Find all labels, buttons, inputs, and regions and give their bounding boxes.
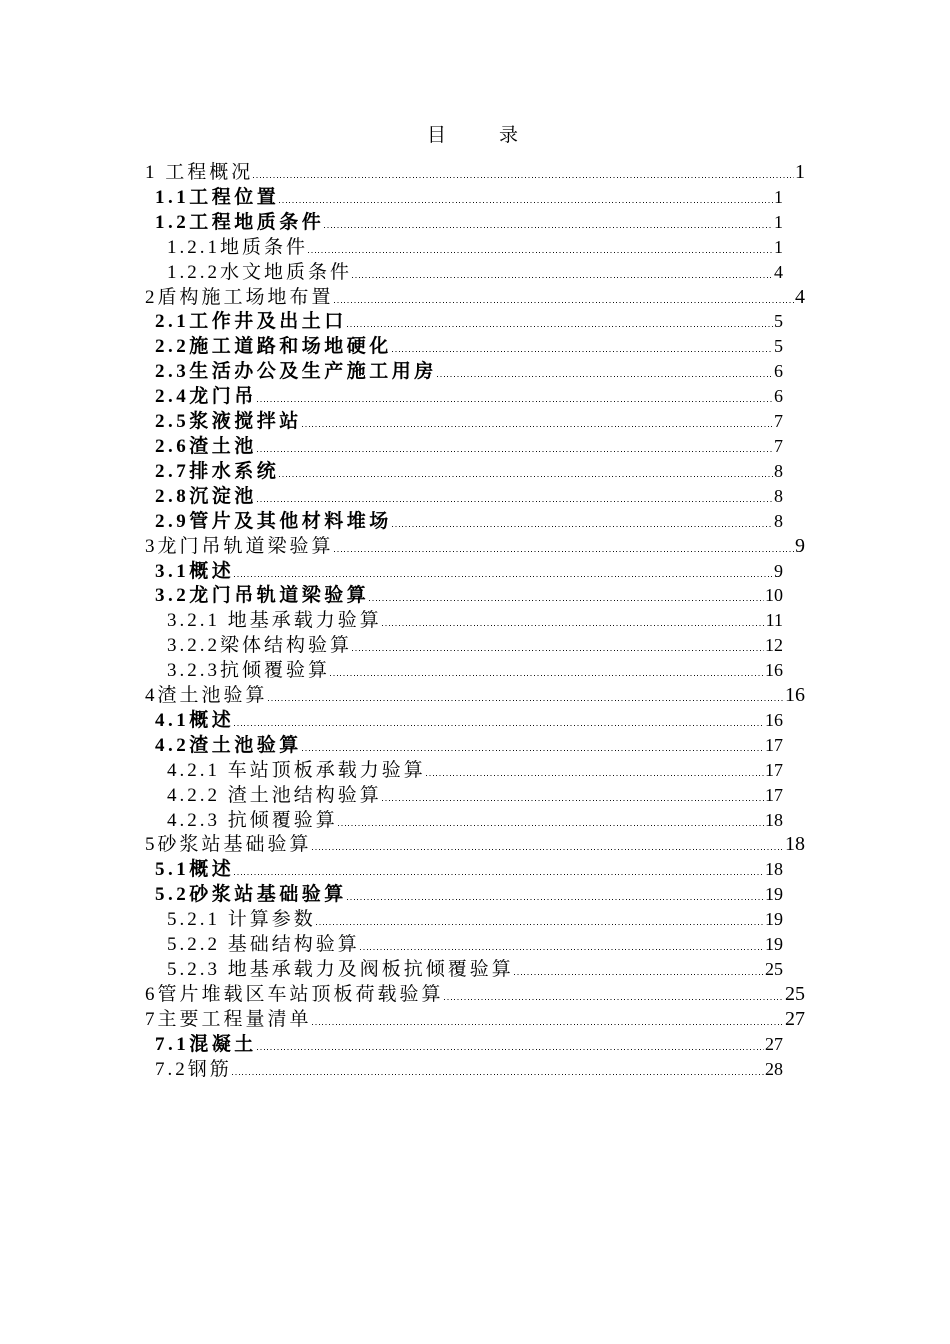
dot-leader [279, 476, 773, 477]
toc-entry-7 [0, 1007, 950, 1032]
toc-entry-2-9 [0, 509, 950, 534]
dot-leader [392, 526, 773, 527]
toc-entry-title: 2.5浆液搅拌站 [155, 411, 302, 433]
dot-leader [444, 999, 784, 1000]
dot-leader [302, 750, 764, 751]
dot-leader [334, 551, 794, 552]
toc-entry-4-2-3 [0, 808, 950, 833]
dot-leader [232, 1074, 764, 1075]
toc-entry-title: 4.2.1 车站顶板承载力验算 [167, 759, 426, 781]
toc-entry-title: 1.2.2水文地质条件 [167, 261, 353, 283]
dot-leader [257, 401, 773, 402]
toc-entry-page: 18 [765, 809, 783, 830]
toc-entry-2-8 [0, 484, 950, 509]
toc-entry-page: 8 [774, 485, 783, 506]
toc-entry-page: 17 [765, 759, 783, 780]
toc-entry-title: 3.2.3抗倾覆验算 [167, 660, 331, 682]
toc-entry-1 [0, 160, 950, 185]
toc-entry-7-2 [0, 1057, 950, 1082]
toc-entry-2-1 [0, 309, 950, 334]
dot-leader [347, 899, 764, 900]
toc-entry-5-2-2 [0, 932, 950, 957]
toc-entry-title: 5砂浆站基础验算 [145, 834, 312, 856]
toc-entry-2 [0, 285, 950, 310]
dot-leader [352, 277, 773, 278]
toc-entry-6 [0, 982, 950, 1007]
dot-leader [369, 600, 764, 601]
toc-entry-title: 4渣土池验算 [145, 685, 268, 707]
toc-entry-page: 1 [774, 186, 783, 207]
dot-leader [382, 800, 764, 801]
toc-entry-title: 6管片堆载区车站顶板荷载验算 [145, 983, 444, 1005]
toc-entry-page: 10 [765, 585, 783, 606]
dot-leader [426, 775, 764, 776]
toc-entry-4-1 [0, 708, 950, 733]
toc-entry-page: 5 [774, 311, 783, 332]
toc-entry-2-3 [0, 359, 950, 384]
toc-entry-title: 3.1概述 [155, 560, 235, 582]
toc-entry-page: 18 [765, 859, 783, 880]
toc-entry-2-6 [0, 434, 950, 459]
toc-entry-page: 17 [765, 784, 783, 805]
toc-entry-page: 6 [774, 361, 783, 382]
toc-entry-title: 1.2工程地质条件 [155, 211, 325, 233]
toc-entry-title: 7主要工程量清单 [145, 1008, 312, 1030]
toc-entry-title: 3龙门吊轨道梁验算 [145, 535, 334, 557]
toc-entry-title: 5.2砂浆站基础验算 [155, 884, 347, 906]
toc-entry-4-2 [0, 733, 950, 758]
toc-entry-page: 19 [765, 909, 783, 930]
dot-leader [352, 650, 764, 651]
toc-entry-page: 9 [795, 534, 805, 557]
dot-leader [257, 1049, 764, 1050]
toc-entry-title: 7.1混凝土 [155, 1033, 257, 1055]
toc-entry-1-2 [0, 210, 950, 235]
toc-entry-3-1 [0, 559, 950, 584]
toc-entry-3-2 [0, 583, 950, 608]
toc-entry-3-2-1 [0, 608, 950, 633]
toc-entry-title: 4.1概述 [155, 709, 235, 731]
toc-entry-page: 7 [774, 435, 783, 456]
dot-leader [360, 949, 764, 950]
dot-leader [308, 252, 773, 253]
toc-entry-title: 5.1概述 [155, 859, 235, 881]
toc-entry-page: 18 [785, 833, 805, 856]
toc-entry-title: 3.2.1 地基承载力验算 [167, 610, 382, 632]
toc-entry-page: 1 [774, 211, 783, 232]
dot-leader [268, 700, 784, 701]
dot-leader [334, 302, 794, 303]
toc-entry-7-1 [0, 1032, 950, 1057]
toc-entry-title: 1.2.1地质条件 [167, 236, 309, 258]
toc-entry-page: 27 [765, 1033, 783, 1054]
toc-entry-page: 16 [765, 660, 783, 681]
toc-entry-title: 4.2渣土池验算 [155, 734, 302, 756]
toc-entry-page: 25 [765, 959, 783, 979]
toc-entry-page: 11 [765, 610, 783, 631]
dot-leader [330, 675, 764, 676]
toc-entry-title: 4.2.2 渣土池结构验算 [167, 784, 382, 806]
toc-entry-5 [0, 832, 950, 857]
toc-entry-title: 3.2.2梁体结构验算 [167, 635, 353, 657]
toc-entry-4-2-2 [0, 783, 950, 808]
toc-entry-title: 2.4龙门吊 [155, 386, 257, 408]
toc-title: 目 录 [426, 125, 523, 146]
toc-entry-page: 27 [785, 1007, 805, 1030]
dot-leader [312, 1024, 784, 1025]
toc-entry-2-4 [0, 384, 950, 409]
toc-entry-1-1 [0, 185, 950, 210]
toc-entry-page: 28 [765, 1058, 783, 1079]
toc-entry-title: 2盾构施工场地布置 [145, 286, 334, 308]
toc-entry-page: 9 [774, 560, 783, 581]
toc-entry-title: 2.6渣土池 [155, 435, 257, 457]
toc-entry-page: 8 [774, 460, 783, 481]
dot-leader [338, 825, 764, 826]
toc-entry-title: 5.2.2 基础结构验算 [167, 934, 360, 956]
toc-entry-5-2-1 [0, 907, 950, 932]
dot-leader [234, 874, 764, 875]
toc-entry-page: 1 [774, 236, 783, 257]
toc-entry-page: 4 [795, 285, 805, 308]
toc-entry-page: 4 [774, 261, 783, 282]
toc-entry-5-1 [0, 857, 950, 882]
toc-entry-page: 7 [774, 411, 783, 432]
toc-entry-page: 12 [765, 635, 783, 656]
toc-entry-page: 16 [765, 709, 783, 730]
toc-entry-4 [0, 683, 950, 708]
toc-entry-title: 2.1工作井及出土口 [155, 311, 347, 333]
dot-leader [312, 849, 784, 850]
toc-entry-page: 25 [785, 982, 805, 1005]
toc-entry-3 [0, 534, 950, 559]
toc-entry-3-2-2 [0, 633, 950, 658]
dot-leader [347, 326, 773, 327]
toc-entry-page: 1 [795, 161, 805, 183]
toc-entry-2-7 [0, 459, 950, 484]
dot-leader [257, 501, 773, 502]
dot-leader [279, 202, 773, 203]
toc-entry-title: 2.2施工道路和场地硬化 [155, 336, 392, 358]
toc-entry-3-2-3 [0, 658, 950, 683]
toc-entry-title: 3.2龙门吊轨道梁验算 [155, 585, 370, 607]
dot-leader [324, 227, 773, 228]
toc-entry-title: 2.3生活办公及生产施工用房 [155, 361, 437, 383]
toc-entry-4-2-1 [0, 758, 950, 783]
dot-leader [253, 177, 794, 178]
toc-entry-page: 19 [765, 884, 783, 905]
toc-entry-title: 7.2钢筋 [155, 1058, 232, 1080]
toc-entry-1-2-1 [0, 235, 950, 260]
toc-entry-5-2 [0, 882, 950, 907]
dot-leader [514, 974, 764, 975]
toc-entry-title: 4.2.3 抗倾覆验算 [167, 809, 338, 831]
toc-entry-title: 1.1工程位置 [155, 186, 280, 208]
toc-entry-page: 17 [765, 734, 783, 755]
dot-leader [392, 351, 773, 352]
dot-leader [234, 576, 773, 577]
toc-entry-page: 19 [765, 934, 783, 955]
toc-entry-page: 6 [774, 386, 783, 407]
toc-entry-title: 2.8沉淀池 [155, 485, 257, 507]
toc-entry-title: 5.2.1 计算参数 [167, 909, 316, 931]
dot-leader [302, 426, 773, 427]
dot-leader [382, 625, 765, 626]
toc-entry-title: 5.2.3 地基承载力及阀板抗倾覆验算 [167, 959, 514, 980]
dot-leader [437, 376, 773, 377]
toc-entry-page: 5 [774, 336, 783, 357]
dot-leader [316, 924, 764, 925]
toc-entry-2-2 [0, 334, 950, 359]
toc-entry-2-5 [0, 409, 950, 434]
toc-entry-page: 8 [774, 510, 783, 531]
toc-entry-page: 16 [785, 684, 805, 707]
toc-entry-1-2-2 [0, 260, 950, 285]
toc-list [0, 160, 950, 1082]
dot-leader [257, 451, 773, 452]
dot-leader [234, 725, 764, 726]
toc-entry-5-2-3 [0, 957, 950, 982]
toc-entry-title: 2.7排水系统 [155, 460, 280, 482]
toc-entry-title: 2.9管片及其他材料堆场 [155, 510, 392, 532]
toc-entry-title: 1 工程概况 [145, 162, 254, 183]
